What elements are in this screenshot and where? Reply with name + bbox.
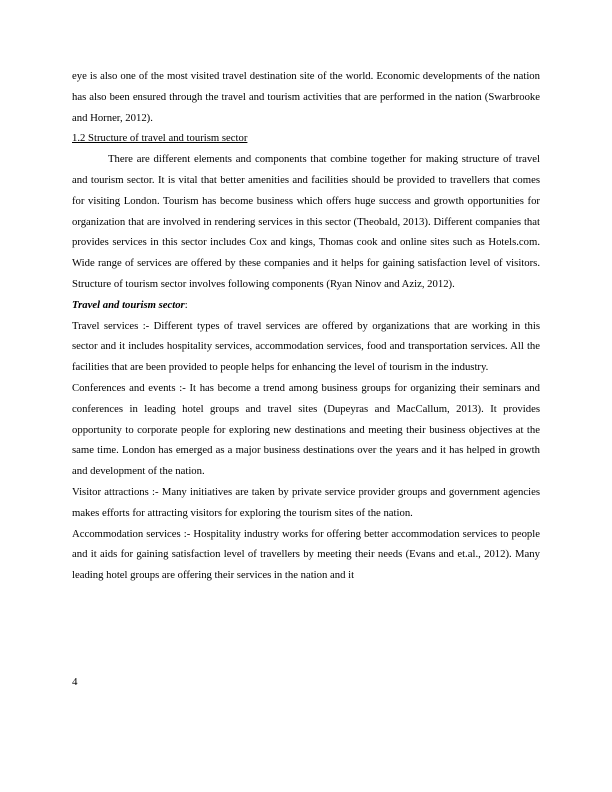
travel-services-paragraph: Travel services :- Different types of travel services are offered by organizations that are working in this sector and it includes hospitality services, accommodation services, food and transportation services. All the facilities that are been provided to people helps for enhancing the level of tourism in the industry. — [72, 319, 540, 374]
page-number: 4 — [72, 676, 78, 688]
sector-subheading — [72, 295, 540, 316]
sector-subheading-colon: : — [184, 298, 188, 311]
visitor-attractions-paragraph: Visitor attractions :- Many initiatives are taken by private service provider groups and government agencies makes efforts for attracting visitors for exploring the tourism sites of the nation. — [72, 485, 540, 519]
section-heading: 1.2 Structure of travel and tourism sector — [72, 132, 248, 145]
document-page — [72, 66, 540, 586]
sector-subheading-text: Travel and tourism sector — [72, 298, 185, 311]
intro-paragraph: eye is also one of the most visited travel destination site of the world. Economic developments of the nation has also been ensured through the travel and tourism activities that are performed in the nation (Swarbrooke and Horner, 2012). — [72, 70, 540, 124]
structure-paragraph: There are different elements and components that combine together for making structure of travel and tourism sector. It is vital that better amenities and facilities should be provided to travellers that comes for visiting London. Tourism has become business which offers huge success and growth opportunities for organization that are involved in rendering services in this sector (Theobald, 2013). Different companies that provides services in this sector includes Cox and kings, Thomas cook and online sites such as Hotels.com. Wide range of services are offered by these companies and it helps for gaining satisfaction level of visitors. Structure of tourism sector involves following components (Ryan Ninov and Aziz, 2012). — [72, 153, 540, 290]
conferences-paragraph: Conferences and events :- It has become a trend among business groups for organizing their seminars and conferences in leading hotel groups and travel sites (Dupeyras and MacCallum, 2013). It provides opportunity to corporate people for exploring new destinations and meeting their business objectives at the same time. London has emerged as a major business destinations over the years and it has helped in growth and development of the nation. — [72, 381, 540, 478]
accommodation-paragraph: Accommodation services :- Hospitality industry works for offering better accommodation services to people and it aids for gaining satisfaction level of travellers by meeting their needs (Evans and et.al., 2012). Many leading hotel groups are offering their services in the nation and it — [72, 527, 540, 582]
